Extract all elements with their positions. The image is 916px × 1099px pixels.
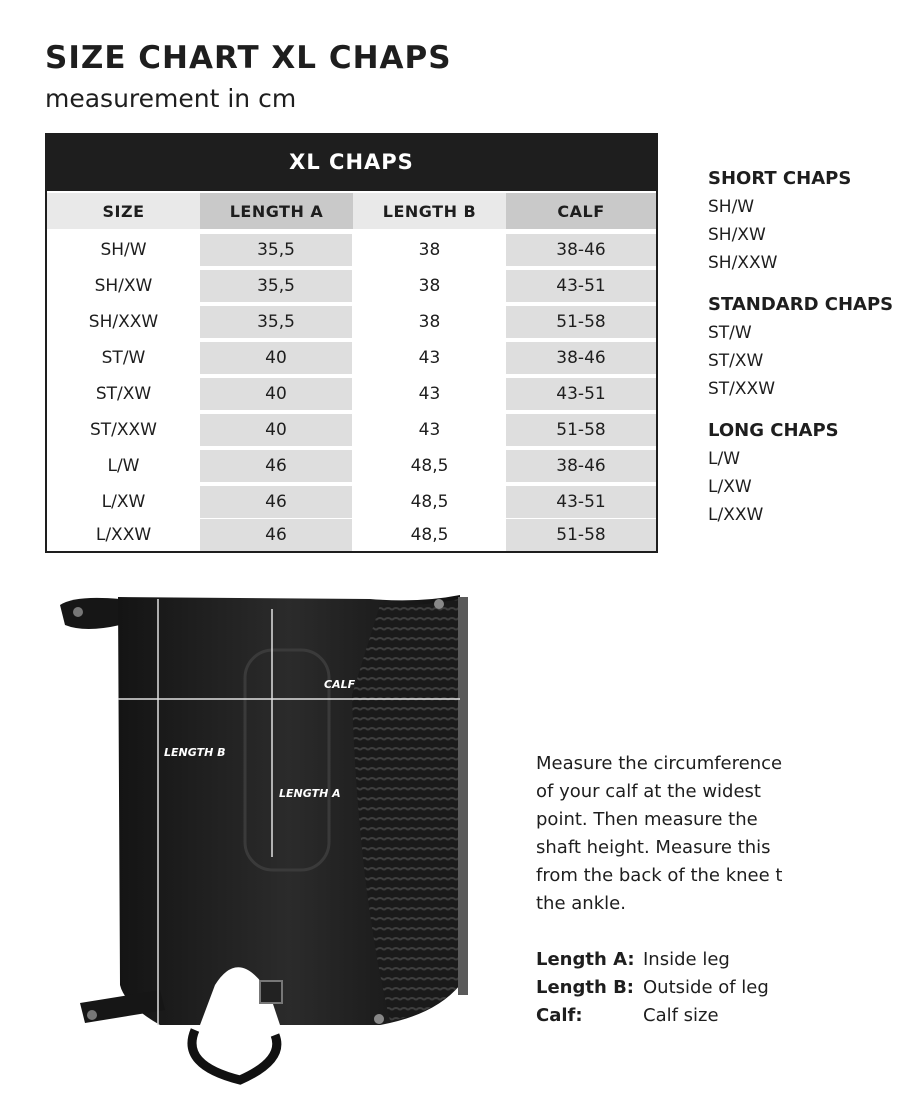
category-long-chaps [708,417,908,529]
category-item: L/XXW [708,505,764,525]
category-item: ST/W [708,323,752,343]
instruction-line: point. Then measure the [536,809,758,830]
cell-length-b: 48,5 [410,525,449,545]
cell-calf: 43-51 [506,270,656,302]
category-short-chaps [708,165,908,277]
cell-length-b: 43 [418,348,441,368]
category-item: L/W [708,449,741,469]
legend-row [536,1002,906,1030]
cell-length-b: 38 [418,312,441,332]
size-table [45,133,658,553]
cell-length-a: 35,5 [200,306,352,338]
category-item: ST/XW [708,351,764,371]
category-item: L/XW [708,477,752,497]
cell-length-a: 46 [200,519,352,551]
cell-length-b: 48,5 [410,492,449,512]
cell-length-b: 43 [418,384,441,404]
category-item: SH/XXW [708,253,778,273]
cell-length-b: 38 [418,240,441,260]
column-header-length-a: LENGTH A [200,193,353,229]
cell-length-a: 35,5 [200,234,352,266]
cell-size: L/W [107,456,140,476]
legend-key: Length A: [536,949,635,970]
top-strap [60,598,120,629]
cell-size: L/XW [101,492,146,512]
cell-length-a: 46 [200,486,352,518]
cell-calf: 51-58 [506,306,656,338]
cell-calf: 38-46 [506,450,656,482]
cell-size: SH/W [100,240,147,260]
cell-size: SH/XXW [88,312,159,332]
cell-length-b: 43 [418,420,441,440]
label-length-a: LENGTH A [279,787,341,800]
cell-length-a: 40 [200,342,352,374]
cell-calf: 43-51 [506,486,656,518]
legend-value: Outside of leg [643,977,769,998]
category-item: ST/XXW [708,379,776,399]
legend-key: Length B: [536,977,634,998]
cell-size: ST/XW [95,384,152,404]
category-item: SH/XW [708,225,766,245]
legend-key: Calf: [536,1005,583,1026]
chaps-product-image [40,585,480,1085]
legend-value: Calf size [643,1005,719,1026]
cell-length-a: 40 [200,414,352,446]
cell-calf: 51-58 [506,414,656,446]
cell-calf: 43-51 [506,378,656,410]
cell-length-a: 35,5 [200,270,352,302]
instruction-line: shaft height. Measure this [536,837,771,858]
cell-length-a: 40 [200,378,352,410]
table-title: XL CHAPS [45,133,658,191]
instruction-line: from the back of the knee t [536,865,783,886]
instruction-line: of your calf at the widest [536,781,761,802]
instruction-line: Measure the circumference [536,753,783,774]
cell-calf: 51-58 [506,519,656,551]
category-item: SH/W [708,197,755,217]
stirrup-strap [192,1030,277,1080]
cell-calf: 38-46 [506,342,656,374]
measurement-legend [536,946,906,1030]
size-category-list [708,165,908,543]
cell-calf: 38-46 [506,234,656,266]
column-header-size: SIZE [47,193,200,229]
instruction-line: the ankle. [536,893,626,914]
label-length-b: LENGTH B [164,746,226,759]
legend-row [536,946,906,974]
category-standard-chaps [708,291,908,403]
column-header-calf: CALF [506,193,656,229]
legend-row [536,974,906,1002]
legend-value: Inside leg [643,949,730,970]
cell-length-b: 38 [418,276,441,296]
column-header-length-b: LENGTH B [353,193,506,229]
cell-length-a: 46 [200,450,352,482]
cell-size: ST/XXW [89,420,157,440]
page-subtitle: measurement in cm [45,84,297,113]
cell-size: SH/XW [94,276,153,296]
category-title: LONG CHAPS [708,420,839,441]
measurement-instructions [536,750,906,918]
cell-length-b: 48,5 [410,456,449,476]
label-calf: CALF [324,678,356,691]
category-title: SHORT CHAPS [708,168,852,189]
category-title: STANDARD CHAPS [708,294,894,315]
page-title: SIZE CHART XL CHAPS [45,40,452,76]
zipper [458,597,468,995]
cell-size: L/XXW [95,525,152,545]
cell-size: ST/W [101,348,146,368]
